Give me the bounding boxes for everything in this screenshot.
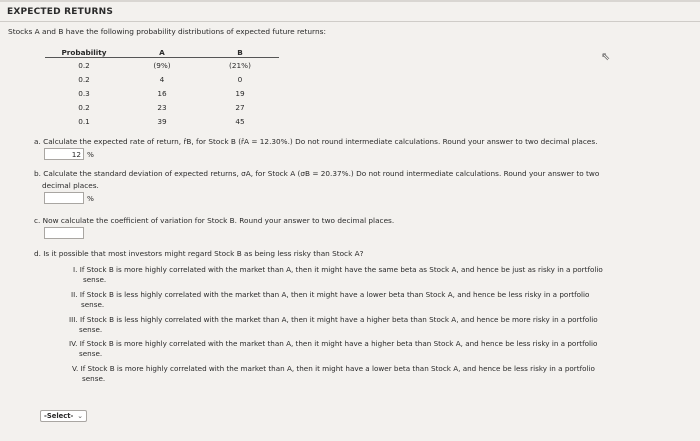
option-number: V. [72, 364, 79, 373]
option-v [72, 364, 595, 384]
cell-b: 19 [235, 88, 245, 98]
question-b-line1: b. Calculate the standard deviation of expected returns, σA, for Stock A (σB = 20.37%.) Do not round intermediate calculations. Round your answer to two [34, 169, 600, 178]
cell-probability: 0.1 [78, 116, 90, 126]
cell-probability: 0.2 [78, 102, 90, 112]
header-probability: Probability [45, 44, 123, 58]
cell-probability: 0.2 [78, 74, 90, 84]
mouse-pointer-icon: ⇖ [601, 50, 611, 63]
cell-a: 23 [157, 102, 167, 112]
cell-probability: 0.2 [78, 60, 90, 70]
option-text-cont: sense. [79, 349, 103, 358]
option-i [73, 265, 603, 285]
cell-b: (21%) [229, 60, 251, 70]
table-row [45, 114, 279, 128]
chevron-down-icon: ⌄ [77, 412, 83, 420]
table-row [45, 86, 279, 100]
option-ii [71, 290, 589, 310]
answer-b-input[interactable] [44, 192, 84, 204]
cell-a: 39 [157, 116, 167, 126]
question-a-text: a. Calculate the expected rate of return, r̂B, for Stock B (r̂A = 12.30%.) Do not round intermediate calculations. Round your answer to two decimal places. [34, 137, 598, 146]
table-row [45, 58, 279, 73]
option-text-cont: sense. [83, 275, 107, 284]
cell-b: 0 [237, 74, 243, 84]
answer-a-unit: % [87, 150, 94, 159]
distribution-table [45, 44, 279, 128]
select-label: -Select- [44, 412, 74, 420]
question-c-text: c. Now calculate the coefficient of variation for Stock B. Round your answer to two decimal places. [34, 216, 395, 225]
answer-c-input[interactable] [44, 227, 84, 239]
question-b-line2: decimal places. [42, 181, 99, 190]
option-number: III. [69, 315, 78, 324]
cell-probability: 0.3 [78, 88, 90, 98]
header-b: B [201, 44, 279, 58]
option-text: If Stock B is more highly correlated with the market than A, then it might have the same beta as Stock A, and hence be just as risky in a portfolio [79, 265, 603, 274]
option-number: IV. [69, 339, 78, 348]
header-a: A [123, 44, 201, 58]
intro-text: Stocks A and B have the following probability distributions of expected future returns: [8, 27, 326, 36]
table-row [45, 72, 279, 86]
option-text: If Stock B is more highly correlated with the market than A, then it might have a higher beta than Stock A, and hence be less risky in a portfolio [79, 339, 598, 348]
answer-d-select[interactable] [40, 410, 87, 422]
table-header-row [45, 44, 279, 58]
cell-b: 27 [235, 102, 245, 112]
cell-a: 4 [159, 74, 165, 84]
option-iv [69, 339, 597, 359]
option-number: II. [71, 290, 78, 299]
option-text: If Stock B is more highly correlated with the market than A, then it might have a lower beta than Stock A, and hence be less risky in a portfolio [80, 364, 595, 373]
cell-b: 45 [235, 116, 245, 126]
title-divider [0, 21, 700, 22]
option-text-cont: sense. [81, 300, 105, 309]
cell-a: 16 [157, 88, 167, 98]
option-iii [69, 315, 598, 335]
table-row [45, 100, 279, 114]
page-title: EXPECTED RETURNS [7, 7, 113, 17]
answer-b-unit: % [87, 194, 94, 203]
option-text-cont: sense. [82, 374, 106, 383]
option-number: I. [73, 265, 78, 274]
question-d-text: d. Is it possible that most investors might regard Stock B as being less risky than Stock A? [34, 249, 364, 258]
answer-a-input[interactable]: 12 [44, 148, 84, 160]
option-text: If Stock B is less highly correlated with the market than A, then it might have a lower beta than Stock A, and hence be less risky in a portfolio [79, 290, 590, 299]
option-text-cont: sense. [79, 325, 103, 334]
cell-a: (9%) [153, 60, 171, 70]
option-text: If Stock B is less highly correlated with the market than A, then it might have a higher beta than Stock A, and hence be more risky in a portfolio [79, 315, 598, 324]
top-border [0, 0, 700, 2]
